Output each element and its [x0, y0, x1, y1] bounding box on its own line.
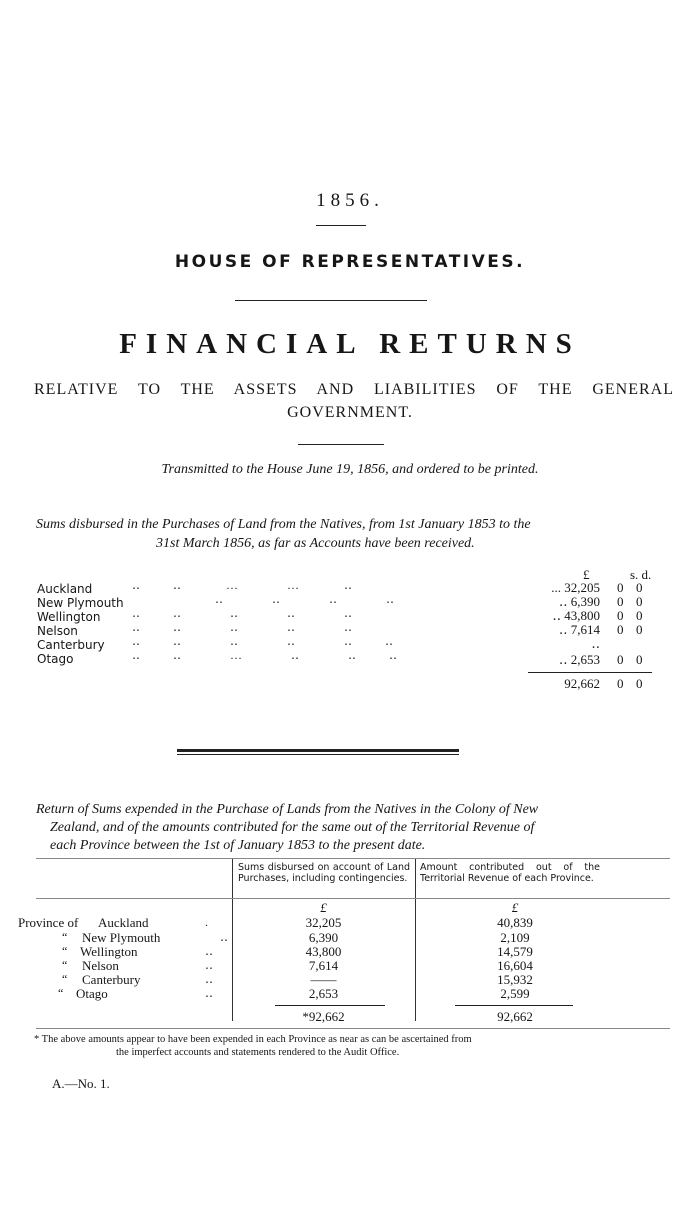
section2-caption-line2: Zealand, and of the amounts contributed for the same out of the Territorial Revenue of [50, 820, 535, 835]
col2-total-rule [455, 1005, 573, 1006]
s1-pence: 0 [636, 608, 643, 623]
s2-row-name: Otago [76, 986, 108, 1001]
s2-total-disbursed: *92,662 [302, 1009, 345, 1024]
s1-shillings: 0 [617, 622, 624, 637]
s1-pence: 0 [636, 580, 643, 595]
subtitle-rule [298, 444, 384, 445]
header-bottom-rule [36, 898, 670, 899]
s1-row-name: Canterbury [37, 638, 105, 652]
leader-dots: ‥ [205, 944, 214, 958]
leader-dots: ‥ [205, 958, 214, 972]
s1-row-name: Otago [37, 652, 74, 666]
section1-caption-line1: Sums disbursed in the Purchases of Land from the Natives, from 1st January 1853 to the [36, 517, 531, 532]
s2-row-name: Auckland [98, 915, 149, 930]
s2-row-name: Canterbury [82, 972, 141, 987]
leader-dot: . [205, 915, 208, 929]
s1-pence: 0 [636, 594, 643, 609]
leader-dots: ‥ ‥ ‥ ‥ ‥ [132, 606, 354, 620]
year: 1856. [316, 190, 384, 211]
s1-amount: ‥ 6,390 [558, 594, 600, 609]
year-rule [316, 225, 366, 226]
leader-dots: ‥ ‥ ‥ ‥ ‥ [132, 620, 354, 634]
section2-caption-line3: each Province between the 1st of January 1853 to the present date. [50, 838, 426, 853]
table-top-rule [36, 858, 670, 859]
section2-caption-line1: Return of Sums expended in the Purchase of Lands from the Natives in the Colony of New [36, 802, 539, 817]
s1-amount: ‥ 43,800 [552, 608, 600, 623]
leader-dots: ‥ ‥ ‥ ‥ ‥ ‥ [132, 634, 395, 648]
house-title: HOUSE OF REPRESENTATIVES. [174, 252, 526, 272]
s1-pence: 0 [636, 622, 643, 637]
leader-dots: ‥ ‥ … … ‥ [132, 578, 354, 592]
s2-disbursed: 43,800 [305, 944, 342, 959]
s1-amount: ‥ 2,653 [558, 652, 600, 667]
section1-caption-line2: 31st March 1856, as far as Accounts have been received. [156, 536, 475, 551]
s1-amount: ‥ [591, 636, 600, 651]
col-pounds-header: £ [583, 567, 590, 582]
s2-disbursed: —— [310, 972, 337, 987]
ditto-mark: “ [62, 958, 68, 972]
s1-row-name: Wellington [37, 610, 101, 624]
leader-dots: ‥ [205, 986, 214, 1000]
subtitle-line2: GOVERNMENT. [287, 404, 413, 421]
s2-row-name: New Plymouth [82, 930, 161, 945]
subtitle-line1: RELATIVE TO THE ASSETS AND LIABILITIES OF THE GENERAL [34, 381, 674, 398]
leader-dots: ‥ ‥ … ‥ ‥ ‥ [132, 648, 399, 662]
house-rule [235, 300, 427, 301]
s2-contributed: 15,932 [497, 972, 533, 987]
section-divider-thin [177, 754, 459, 755]
s1-shillings: 0 [617, 594, 624, 609]
section-divider [177, 749, 459, 752]
province-label: Province of [18, 915, 79, 930]
s2-contributed: 14,579 [497, 944, 533, 959]
col1-header: Sums disbursed on account of Land Purchases, including contingencies. [238, 862, 410, 884]
s1-total: 92,662 [564, 676, 600, 691]
ditto-mark: “ [62, 930, 68, 944]
s1-pence: 0 [636, 652, 643, 667]
s2-contributed: 2,599 [500, 986, 530, 1001]
s2-row-name: Nelson [82, 958, 119, 973]
ditto-mark: “ [62, 972, 68, 986]
s2-disbursed: 2,653 [308, 986, 339, 1001]
leader-dots: ‥ [205, 972, 214, 986]
s2-contributed: 2,109 [500, 930, 530, 945]
s1-amount: ‥ 7,614 [558, 622, 600, 637]
s1-total-d: 0 [636, 676, 643, 691]
col2-currency: £ [511, 900, 519, 915]
s1-total-s: 0 [617, 676, 624, 691]
s1-shillings: 0 [617, 652, 624, 667]
ditto-mark: “ [58, 986, 64, 1000]
footnote-line1: * The above amounts appear to have been expended in each Province as near as can be ascertained from [34, 1034, 472, 1045]
s1-row-name: Auckland [37, 582, 93, 596]
s1-amount: ... 32,205 [551, 580, 600, 595]
s2-row-name: Wellington [80, 944, 138, 959]
transmitted-note: Transmitted to the House June 19, 1856, and ordered to be printed. [161, 462, 539, 477]
document-title: FINANCIAL RETURNS [119, 328, 581, 360]
s2-total-contributed: 92,662 [497, 1009, 533, 1024]
ditto-mark: “ [62, 944, 68, 958]
s2-disbursed: 6,390 [308, 930, 339, 945]
s2-disbursed: 32,205 [305, 915, 342, 930]
s1-shillings: 0 [617, 608, 624, 623]
leader-dots: ‥ ‥ ‥ ‥ [215, 592, 396, 606]
leader-dots: ‥ [220, 930, 229, 944]
page-reference: A.—No. 1. [52, 1076, 110, 1091]
footnote-line2: the imperfect accounts and statements rendered to the Audit Office. [116, 1047, 400, 1058]
s1-row-name: New Plymouth [37, 596, 124, 610]
col1-total-rule [275, 1005, 385, 1006]
col1-currency: £ [320, 900, 327, 915]
s1-shillings: 0 [617, 580, 624, 595]
s2-contributed: 40,839 [497, 915, 533, 930]
col2-header: Amount contributed out of the Territorial Revenue of each Province. [420, 862, 600, 884]
table-bottom-rule [36, 1028, 670, 1029]
s1-total-rule [528, 672, 652, 673]
s1-row-name: Nelson [37, 624, 78, 638]
s2-disbursed: 7,614 [308, 958, 339, 973]
s2-contributed: 16,604 [497, 958, 533, 973]
col-sd-header: s. d. [630, 567, 652, 582]
